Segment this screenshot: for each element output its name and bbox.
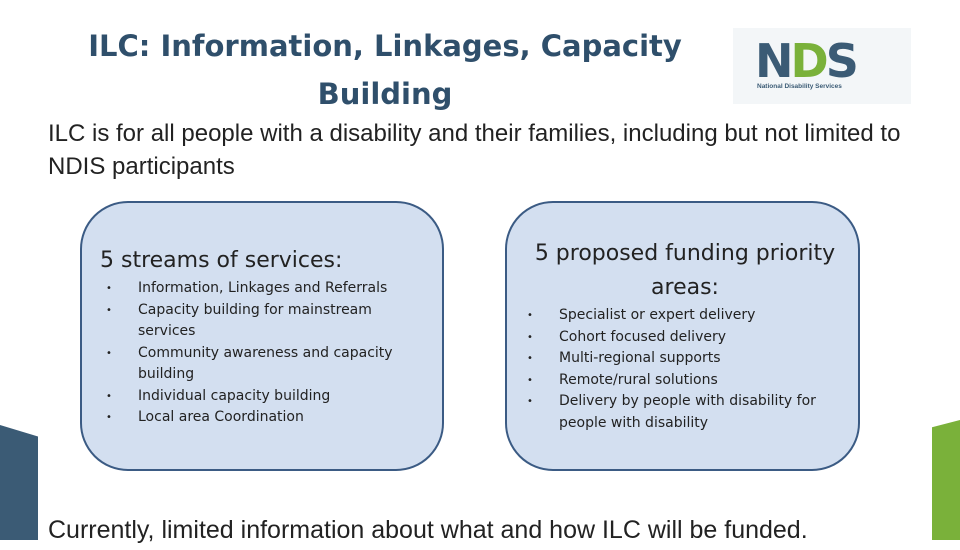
list-item-text: Individual capacity building (138, 387, 331, 404)
streams-panel (80, 201, 444, 471)
list-item (527, 370, 842, 392)
intro-text: ILC is for all people with a disability and their families, including but not limited to NDIS participants (48, 120, 901, 180)
bullet-icon: • (527, 353, 533, 364)
list-item (527, 391, 842, 434)
list-item-text: Local area Coordination (138, 409, 304, 425)
list-item (106, 300, 411, 343)
list-item-text: Remote/rural solutions (559, 371, 718, 388)
bullet-icon: • (106, 347, 112, 359)
bullet-icon: • (106, 304, 112, 316)
list-item (527, 327, 842, 349)
bullet-icon: • (527, 396, 533, 407)
decorative-corner-left (0, 425, 38, 540)
list-item-text: Information, Linkages and Referrals (138, 280, 388, 296)
streams-list (106, 278, 411, 429)
list-item (106, 407, 411, 429)
list-item (106, 343, 411, 386)
list-item-text: Multi-regional supports (559, 350, 721, 366)
list-item (527, 305, 842, 327)
list-item (527, 348, 842, 370)
list-item (106, 278, 411, 300)
bullet-icon: • (106, 412, 112, 423)
footer-statement: Currently, limited information about what and how ILC will be funded. (48, 516, 808, 544)
bullet-icon: • (106, 283, 112, 294)
list-item-text: Community awareness and capacity building (138, 344, 393, 382)
bullet-icon: • (527, 310, 533, 321)
bullet-icon: • (527, 331, 533, 343)
nds-logo-caption: National Disability Services (757, 83, 842, 90)
slide-title: ILC: Information, Linkages, Capacity Building (88, 29, 682, 111)
funding-priorities-heading: 5 proposed funding priority areas: (534, 241, 836, 300)
bullet-icon: • (527, 374, 533, 386)
list-item-text: Specialist or expert delivery (559, 307, 756, 323)
nds-logo-mark: NDS (755, 34, 856, 88)
bullet-icon: • (106, 390, 112, 402)
funding-priorities-panel (505, 201, 860, 471)
list-item (106, 386, 411, 408)
list-item-text: Cohort focused delivery (559, 328, 727, 345)
funding-priorities-list (527, 305, 842, 434)
list-item-text: Capacity building for mainstream services (138, 301, 372, 339)
list-item-text: Delivery by people with disability for people with disability (559, 393, 816, 431)
streams-heading: 5 streams of services: (100, 248, 343, 273)
decorative-corner-right (932, 420, 960, 540)
nds-logo (733, 28, 911, 104)
